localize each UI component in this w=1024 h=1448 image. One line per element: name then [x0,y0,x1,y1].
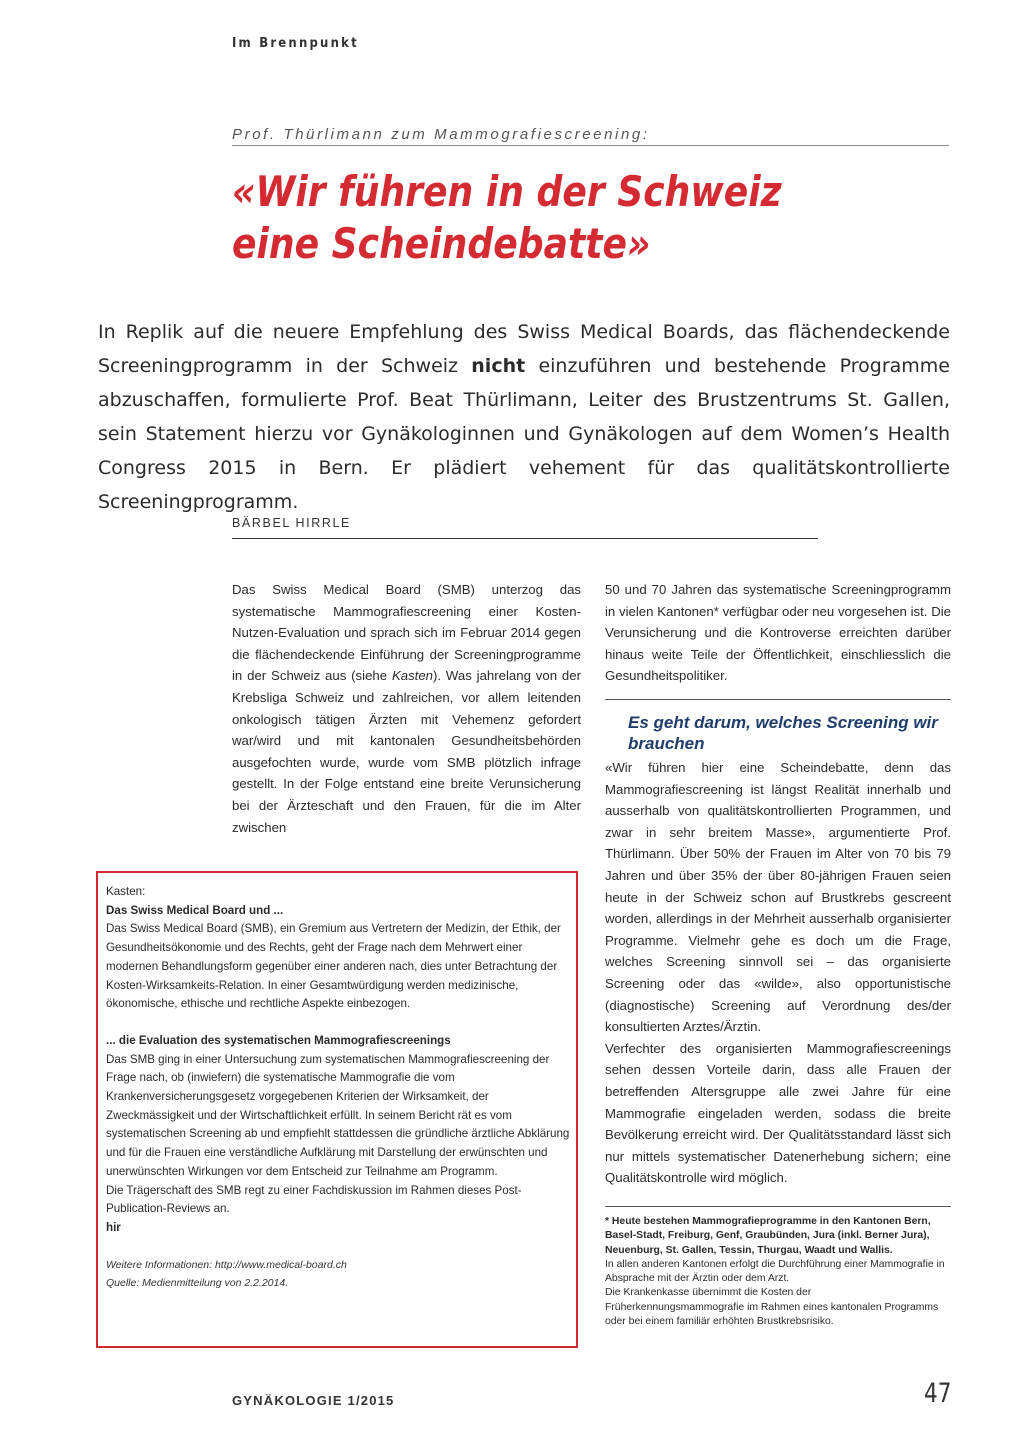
footnote [605,1215,953,1329]
lead-text-1: In Replik auf die neuere Empfehlung des Swiss Medical Boards, das flächendeckende Screeningprogramm in der Schweiz [98,321,950,377]
footnote-divider [605,1206,951,1207]
headline-line-1: «Wir führen in der Schweiz [232,167,782,216]
journal-name: GYNÄKOLOGIE 1/2015 [232,1393,395,1408]
body-column-right [605,757,951,1189]
box-heading: Das Swiss Medical Board und ... [106,903,284,917]
page-number: 47 [924,1378,952,1409]
subhead-divider [605,699,951,700]
lead-text-2: einzuführen und bestehende Programme abzuschaffen, formulierte Prof. Beat Thürlimann, Leiter des Brustzentrums St. Gallen, sein Statement hierzu vor Gynäkologinnen und Gynäkologen auf dem Women’s Health Congress 2015 in Bern. Er plädiert vehement für das qualitätskontrollierte Screeningprogramm. [98,355,950,513]
footnote-bold: * Heute bestehen Mammografieprogramme in den Kantonen Bern, Basel-Stadt, Freiburg, Genf, Graubünden, Jura (inkl. Berner Jura), Neuenburg, St. Gallen, Tessin, Thurgau, Waadt und Wallis. [605,1216,931,1256]
box-text: Das SMB ging in einer Untersuchung zum systematischen Mammografiescreening der Frage nach, ob (inwiefern) die systematische Mammografie die vom Krankenversicherungsgesetz vorgegebenen Kriterien der Wirksamkeit, der Zweckmässigkeit und der Wirtschaftlichkeit erfüllt. In seinem Bericht rät es vom systematischen Screening ab und empfiehlt stattdessen die gründliche ärztliche Abklärung und für die Frauen eine verständliche Aufklärung mit Darstellung der erwünschten und unerwünschten Wirkungen vor dem Entscheid zur Teilnahme am Programm. [106,1052,570,1178]
box-spacer [106,1238,572,1256]
section-label: Im Brennpunkt [232,36,359,51]
body-column-right-top [605,579,951,687]
body-text: Das Swiss Medical Board (SMB) unterzog das systematische Mammografiescreening einer Kosten-Nutzen-Evaluation und sprach sich im Februar 2014 gegen die flächendeckende Einführung der Screeningprogramme in der Schweiz aus (siehe [232,582,581,684]
body-paragraph: 50 und 70 Jahren das systematische Screeningprogramm in vielen Kantonen* verfügbar oder neu vorgesehen ist. Die Verunsicherung und die Kontroverse erreichten darüber hinaus weite Teile der Öffentlichkeit, einschliesslich die Gesundheitspolitiker. [605,582,951,684]
box-heading: ... die Evaluation des systematischen Mammografiescreenings [106,1033,451,1047]
headline-line-2: eine Scheindebatte» [232,219,651,268]
info-box-content [106,883,572,1293]
box-spacer [106,1014,572,1032]
article-headline [232,166,851,270]
article-kicker: Prof. Thürlimann zum Mammografiescreening: [232,126,650,143]
box-text: Das Swiss Medical Board (SMB), ein Gremium aus Vertretern der Medizin, der Ethik, der Gesundheitsökonomie und des Rechts, geht der Frage nach dem Mehrwert einer modernen Behandlungsform gegenüber einer anderen nach, dies unter Betrachtung der Kosten-Wirksamkeits-Relation. In einer Gesamtwürdigung werden medizinische, ökonomische, ethische und rechtliche Aspekte einbezogen. [106,922,561,1011]
footnote-text: Die Krankenkasse übernimmt die Kosten der Früherkennungsmammografie im Rahmen eines kantonalen Programms oder bei einem familiär erhöhten Brustkrebsrisiko. [605,1287,939,1328]
box-label: Kasten: [106,885,146,898]
box-source: Quelle: Medienmitteilung von 2.2.2014. [106,1277,289,1290]
box-reference: Kasten [391,668,433,684]
lead-emphasis: nicht [471,355,526,377]
body-text: ). Was jahrelang von der Krebsliga Schweiz und zahlreichen, vor allem leitenden onkologisch tätigen Ärzten mit Vehemenz gefordert war/wird und mit kantonalen Gesundheitsbehörden ausgefochten wurde, wurde vom SMB plötzlich infrage gestellt. In der Folge entstand eine breite Verunsicherung bei der Ärzteschaft und den Frauen, für die im Alter zwischen [232,668,581,835]
byline-divider [232,538,818,539]
box-more-info: Weitere Informationen: http://www.medical-board.ch [106,1258,347,1271]
box-signature: hir [106,1220,121,1234]
author-byline: BÄRBEL HIRRLE [232,516,351,530]
body-paragraph: Verfechter des organisierten Mammografiescreenings sehen dessen Vorteile darin, dass alle Frauen der betreffenden Altersgruppe alle zwei Jahre für eine Mammografie eingeladen werden, sodass die breite Bevölkerung erreicht wird. Der Qualitätsstandard lässt sich nur mittels systematischer Datenerhebung sichern; eine Qualitätskontrolle wird möglich. [605,1040,951,1186]
section-subheading: Es geht darum, welches Screening wir brauchen [628,713,938,753]
lead-paragraph [98,315,950,519]
footnote-text: In allen anderen Kantonen erfolgt die Durchführung einer Mammografie in Absprache mit der Ärztin oder dem Arzt. [605,1258,945,1285]
body-paragraph [232,579,581,838]
body-column-left [232,579,581,838]
box-text: Die Trägerschaft des SMB regt zu einer Fachdiskussion im Rahmen dieses Post-Publication-Reviews an. [106,1183,522,1216]
kicker-divider [232,145,949,146]
body-paragraph: «Wir führen hier eine Scheindebatte, denn das Mammografiescreening ist längst Realität innerhalb und ausserhalb von qualitätskontrollierten Programmen, und zwar in sehr breitem Masse», argumentierte Prof. Thürlimann. Über 50% der Frauen im Alter von 70 bis 79 Jahren und über 35% der über 80-jährigen Frauen seien heute in der Schweiz schon auf Brustkrebs gescreent worden, allerdings in der Mehrheit ausserhalb organisierter Programme. Vielmehr gehe es doch um die Frage, welches Screening sinnvoll sei – das organisierte Screening oder das «wilde», also opportunistische (diagnostische) Screening auf Verordnung des/der konsultierten Arztes/Ärztin. [605,760,951,1035]
